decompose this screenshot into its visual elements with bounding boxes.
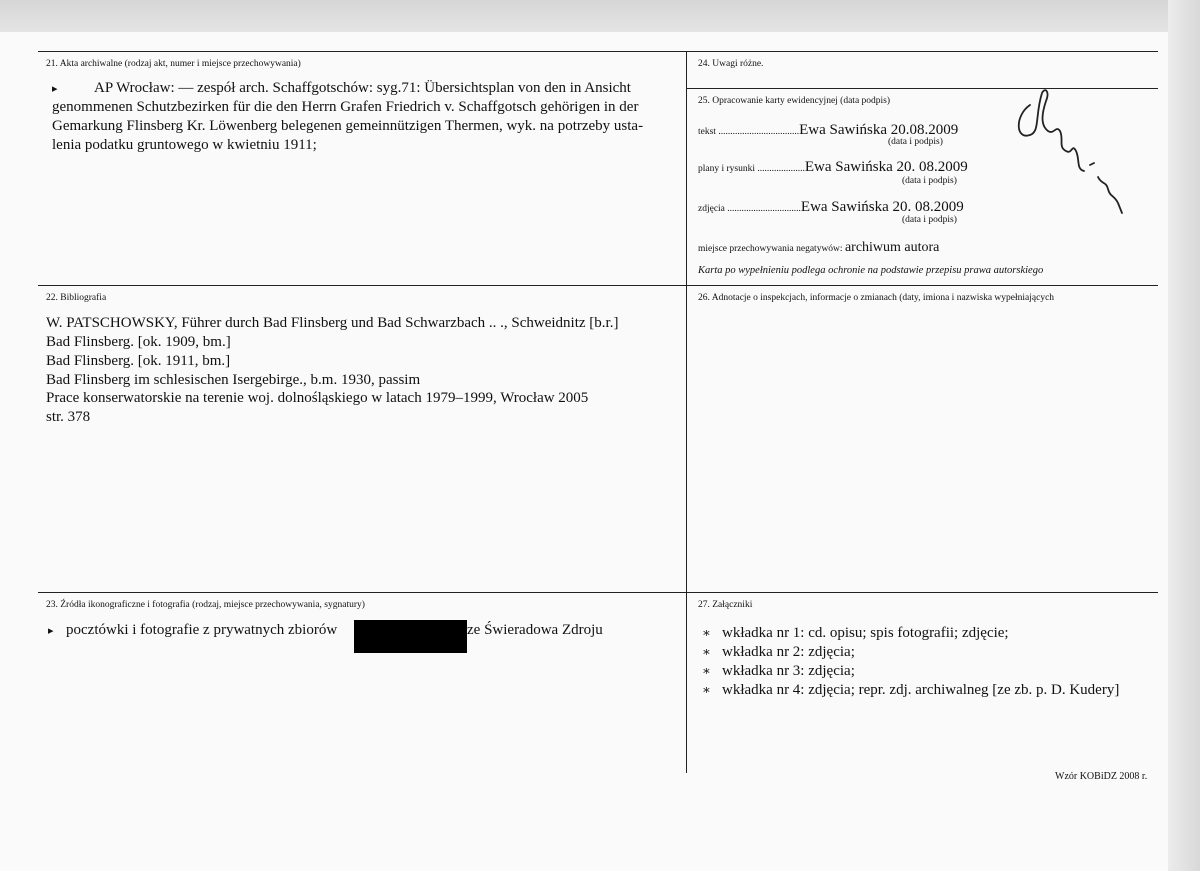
section22-line-4: Bad Flinsberg im schlesischen Isergebirge., b.m. 1930, passim: [46, 372, 421, 388]
rule-row3: [38, 592, 1158, 593]
section22-line-2: Bad Flinsberg. [ok. 1909, bm.]: [46, 334, 231, 350]
section25-sub-plany: (data i podpis): [902, 176, 957, 186]
section25-row-plany: plany i rysunki ....................Ewa Sawińska 20. 08.2009: [698, 159, 968, 175]
section21-line-2: genommenen Schutzbezirken für die den Herrn Grafen Friedrich v. Schaffgotsch gehörigen in der: [52, 99, 639, 115]
section27-item-3: ∗ wkładka nr 3: zdjęcia;: [702, 663, 855, 679]
section22-line-5: Prace konserwatorskie na terenie woj. dolnośląskiego w latach 1979–1999, Wrocław 2005: [46, 390, 589, 406]
bullet-star-icon: ∗: [702, 644, 711, 659]
section26-label: 26. Adnotacje o inspekcjach, informacje o zmianach (daty, imiona i nazwiska wypełniających: [698, 293, 1055, 303]
redaction-box: [354, 620, 467, 653]
section22-label: 22. Bibliografia: [46, 293, 107, 303]
section21-line-1: ▸ AP Wrocław: — zespół arch. Schaffgotschów: syg.71: Übersichtsplan von den in Ansicht: [52, 79, 631, 100]
bullet-star-icon: ∗: [702, 625, 711, 640]
section25-row-tekst: tekst ..................................Ewa Sawińska 20.08.2009: [698, 122, 959, 138]
section23-label: 23. Źródła ikonograficzne i fotografia (rodzaj, miejsce przechowywania, sygnatury): [46, 600, 365, 610]
section21-label: 21. Akta archiwalne (rodzaj akt, numer i miejsce przechowywania): [46, 59, 301, 69]
bullet-arrow-icon: ▸: [48, 625, 54, 637]
bullet-star-icon: ∗: [702, 682, 711, 697]
section25-sub-tekst: (data i podpis): [888, 137, 943, 147]
section21-line-3: Gemarkung Flinsberg Kr. Löwenberg belegenen gemeinnützigen Thermen, wyk. na potrzeby usta-: [52, 118, 644, 134]
section25-copyright-note: Karta po wypełnieniu podlega ochronie na podstawie przepisu prawa autorskiego: [698, 265, 1044, 276]
section24-label: 24. Uwagi różne.: [698, 59, 764, 69]
section25-row-zdjecia: zdjęcia ...............................Ewa Sawińska 20. 08.2009: [698, 199, 964, 215]
section27-item-4: ∗ wkładka nr 4: zdjęcia; repr. zdj. archiwalneg [ze zb. p. D. Kudery]: [702, 682, 1120, 698]
rule-top: [38, 51, 1158, 52]
section21-line-4: lenia podatku gruntowego w kwietniu 1911;: [52, 137, 317, 153]
scan-right-band: [1168, 0, 1200, 871]
section23-text-after: ze Świeradowa Zdroju: [467, 622, 603, 638]
form-footer: Wzór KOBiDZ 2008 r.: [1055, 771, 1148, 782]
section27-item-2: ∗ wkładka nr 2: zdjęcia;: [702, 644, 855, 660]
section22-line-6: str. 378: [46, 409, 91, 425]
rule-vertical: [686, 51, 687, 773]
section22-line-3: Bad Flinsberg. [ok. 1911, bm.]: [46, 353, 231, 369]
section25-negatives: miejsce przechowywania negatywów: archiwum autora: [698, 240, 940, 255]
section22-line-1: W. PATSCHOWSKY, Führer durch Bad Flinsberg und Bad Schwarzbach .. ., Schweidnitz [b.r.]: [46, 315, 619, 331]
form-sheet: [0, 32, 1168, 871]
section25-sub-zdjecia: (data i podpis): [902, 215, 957, 225]
scan-top-band: [0, 0, 1168, 32]
rule-row2: [38, 285, 1158, 286]
section27-label: 27. Załączniki: [698, 600, 753, 610]
section23-text: ▸ pocztówki i fotografie z prywatnych zbiorów: [48, 621, 337, 642]
bullet-star-icon: ∗: [702, 663, 711, 678]
bullet-arrow-icon: ▸: [52, 83, 58, 95]
handwritten-signature: [1010, 85, 1130, 225]
section25-label: 25. Opracowanie karty ewidencyjnej (data podpis): [698, 96, 891, 106]
section27-item-1: ∗ wkładka nr 1: cd. opisu; spis fotografii; zdjęcie;: [702, 625, 1009, 641]
